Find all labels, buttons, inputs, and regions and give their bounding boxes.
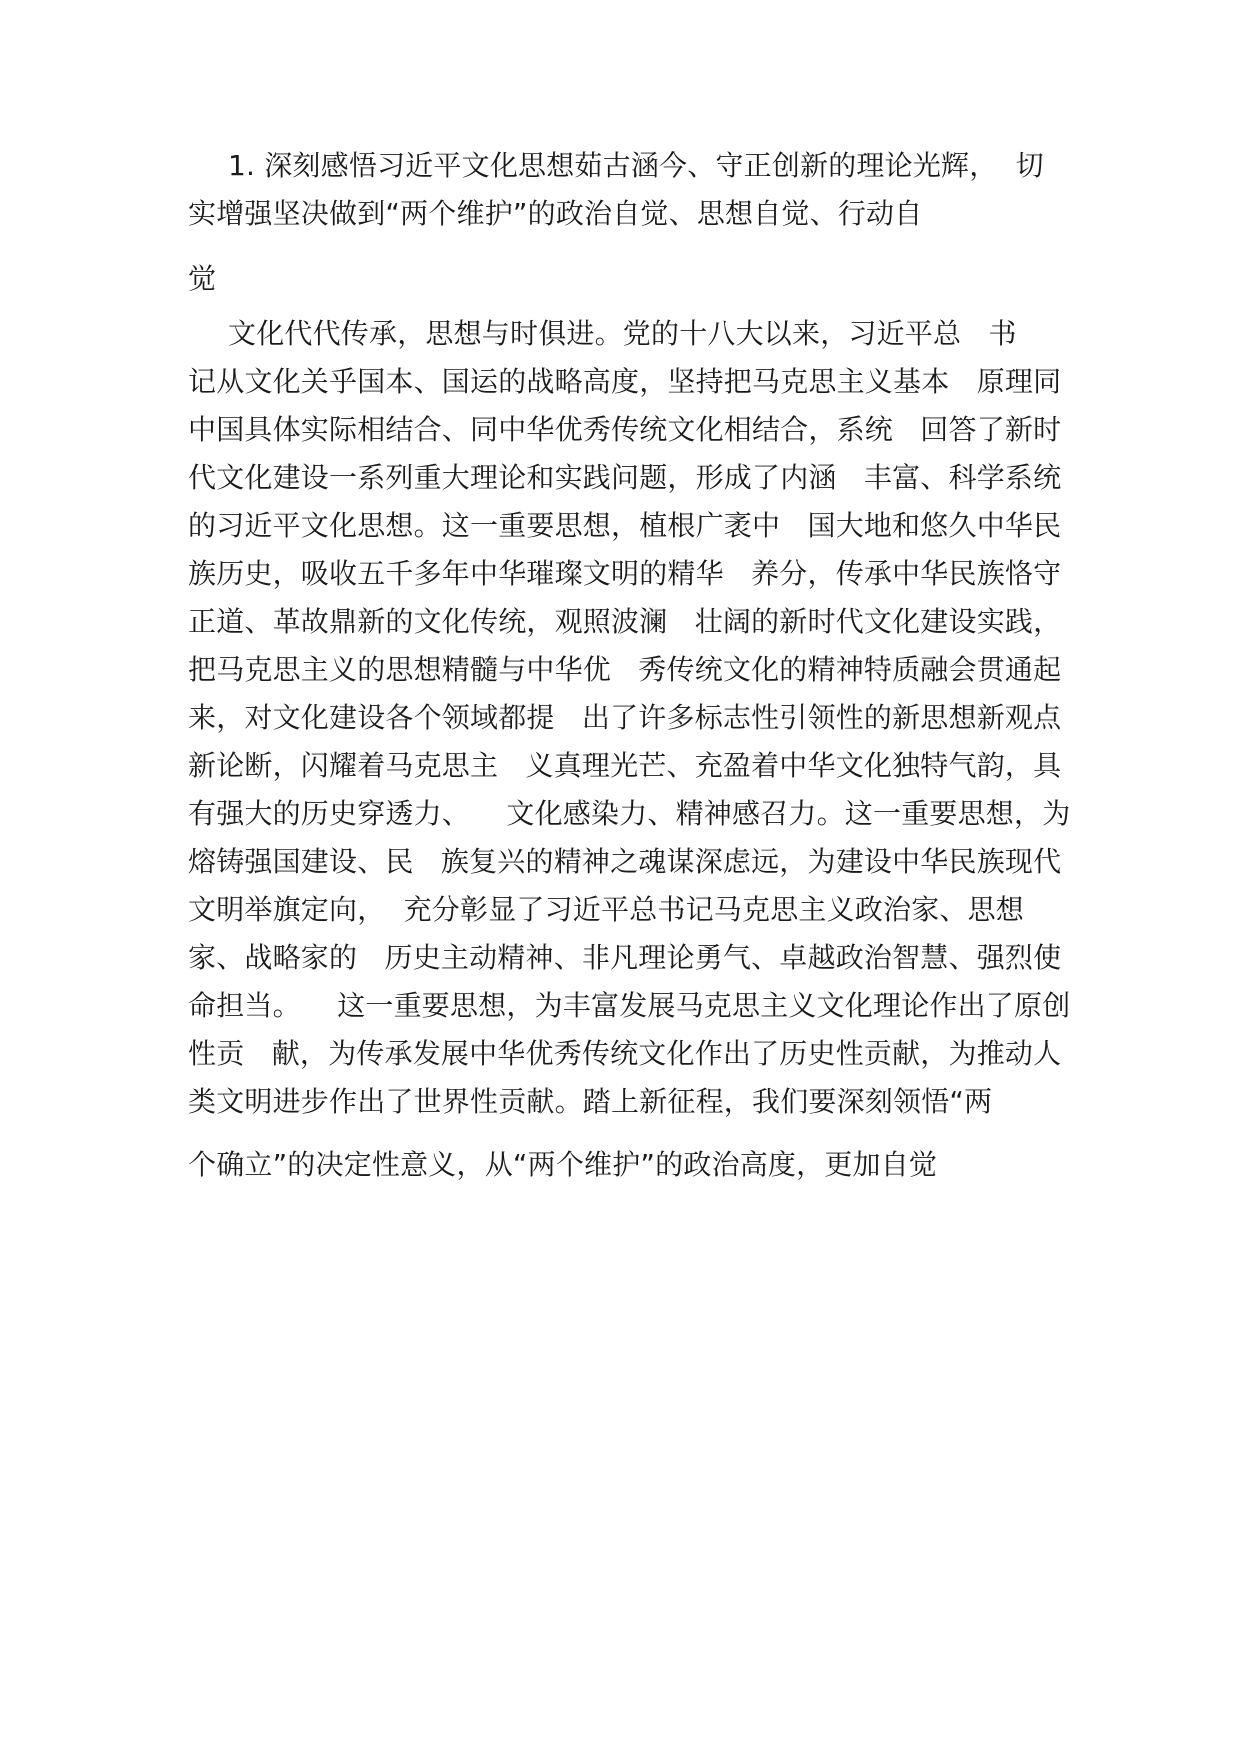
body-line-13: 文明举旗定向， 充分彰显了习近平总书记马克思主义政治家、思想 (188, 893, 1025, 926)
body-line-9: 来，对文化建设各个领域都提 出了许多标志性引领性的新思想新观点 (188, 701, 1062, 734)
body-line-10: 新论断，闪耀着马克思主 义真理光芒、充盈着中华文化独特气韵，具 (188, 749, 1062, 782)
heading-line-1: 1. 深刻感悟习近平文化思想茹古涵今、守正创新的理论光辉， 切 (228, 149, 1044, 182)
body-line-18: 个确立”的决定性意义，从“两个维护”的政治高度，更加自觉 (188, 1148, 938, 1181)
body-line-1: 文化代代传承，思想与时俱进。党的十八大以来，习近平总 书 (228, 317, 1017, 350)
body-line-8: 把马克思主义的思想精髓与中华优 秀传统文化的精神特质融会贯通起 (188, 653, 1062, 686)
body-line-3: 中国具体实际相结合、同中华优秀传统文化相结合，系统 回答了新时 (188, 413, 1062, 446)
body-line-6: 族历史，吸收五千多年中华璀璨文明的精华 养分，传承中华民族恪守 (188, 557, 1062, 590)
body-line-14: 家、战略家的 历史主动精神、非凡理论勇气、卓越政治智慧、强烈使 (188, 941, 1062, 974)
body-line-7: 正道、革故鼎新的文化传统，观照波澜 壮阔的新时代文化建设实践， (188, 605, 1062, 638)
heading-line-2: 实增强坚决做到“两个维护”的政治自觉、思想自觉、行动自 (188, 197, 923, 230)
body-line-4: 代文化建设一系列重大理论和实践问题，形成了内涵 丰富、科学系统 (188, 461, 1062, 494)
body-line-17: 类文明进步作出了世界性贡献。踏上新征程，我们要深刻领悟“两 (188, 1085, 993, 1118)
body-line-2: 记从文化关乎国本、国运的战略高度，坚持把马克思主义基本 原理同 (188, 365, 1062, 398)
body-line-11: 有强大的历史穿透力、 文化感染力、精神感召力。这一重要思想，为 (188, 797, 1071, 830)
body-line-5: 的习近平文化思想。这一重要思想，植根广袤中 国大地和悠久中华民 (188, 509, 1062, 542)
heading-line-3: 觉 (188, 262, 217, 295)
body-line-16: 性贡 献，为传承发展中华优秀传统文化作出了历史性贡献，为推动人 (188, 1037, 1062, 1070)
body-line-12: 熔铸强国建设、民 族复兴的精神之魂谋深虑远，为建设中华民族现代 (188, 845, 1062, 878)
body-line-15: 命担当。 这一重要思想，为丰富发展马克思主义文化理论作出了原创 (188, 989, 1071, 1022)
